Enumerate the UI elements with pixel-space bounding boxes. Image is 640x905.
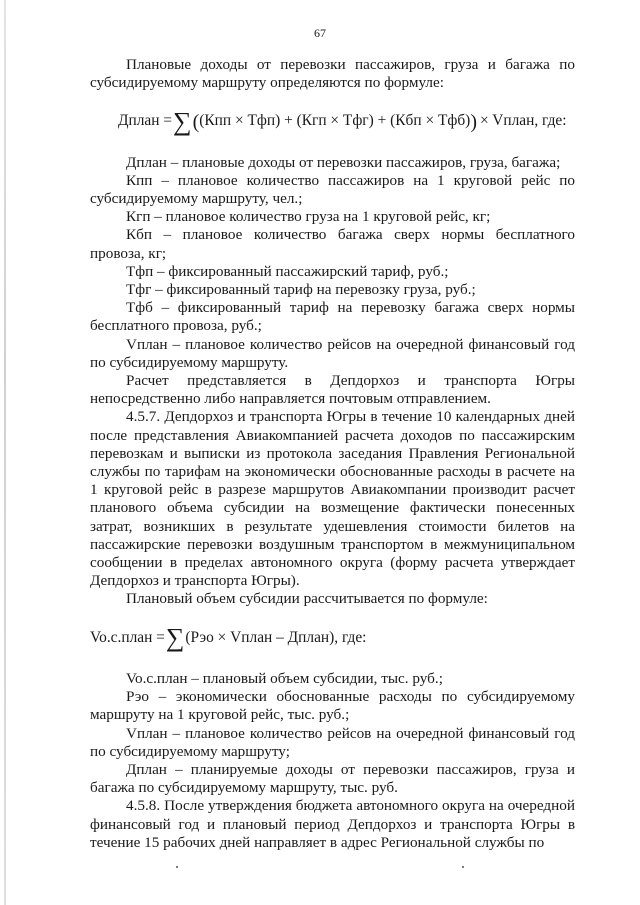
definition: Рэо – экономически обоснованные расходы по субсидируемому маршруту на 1 круговой рейс, тыс. руб.; (90, 688, 575, 724)
sum-symbol: ∑ (165, 622, 185, 652)
paragraph: 4.5.7. Депдорхоз и транспорта Югры в течение 10 календарных дней после представления Авиакомпанией расчета доходов по пассажирским перевозкам и выписки из протокола заседания Правления Региональной службы по тарифам на экономически обоснованные расходы в расчете на 1 круговой рейс в разрезе маршрутов Авиакомпании производит расчет планового объема субсидии на возмещение фактически понесенных затрат, возникших в результате удешевления стоимости билетов на пассажирские перевозки воздушным транспортом в межмуниципальном сообщении в пределах автономного округа (форму расчета утверждает Депдорхоз и транспорта Югры). (90, 408, 575, 590)
definition: Кпп – плановое количество пассажиров на 1 круговой рейс по субсидируемому маршруту, чел.; (90, 171, 575, 208)
formula-term-2: (Кгп × Тфг) (296, 112, 374, 130)
document-body (90, 56, 575, 852)
definition: Тфп – фиксированный пассажирский тариф, руб.; (126, 262, 449, 280)
income-formula (90, 106, 575, 136)
paragraph: Плановый объем субсидии рассчитывается по формуле: (126, 590, 488, 608)
paragraph: 4.5.8. После утверждения бюджета автономного округа на очередной финансовый год и плановый период Депдорхоз и транспорта Югры в течение 15 рабочих дней направляет в адрес Региональной службы по (90, 797, 575, 851)
definition: Кгп – плановое количество груза на 1 круговой рейс, кг; (126, 208, 491, 226)
definition: Vo.с.план – плановый объем субсидии, тыс. руб.; (126, 669, 443, 687)
sum-symbol: ∑ (173, 106, 192, 136)
paragraph: Расчет представляется в Депдорхоз и транспорта Югры непосредственно либо направляется почтовым отправлением. (90, 372, 575, 408)
definition: Дплан – плановые доходы от перевозки пассажиров, груза, багажа; (126, 153, 561, 171)
scan-speck (176, 866, 178, 868)
definition: Vплан – плановое количество рейсов на очередной финансовый год по субсидируемому маршруту. (90, 335, 575, 371)
plus-sign: + (280, 112, 297, 130)
definition: Vплан – плановое количество рейсов на очередной финансовый год по субсидируемому маршруту; (90, 724, 575, 760)
formula-body: (Рэо × Vплан – Дплан) (185, 628, 335, 646)
formula-lhs: Vo.с.план = (90, 628, 165, 646)
formula-lhs: Дплан = (118, 112, 173, 130)
paragraph: Плановые доходы от перевозки пассажиров, груза и багажа по субсидируемому маршруту определяются по формуле: (90, 56, 575, 92)
definition: Кбп – плановое количество багажа сверх нормы бесплатного провоза, кг; (90, 226, 575, 262)
formula-term-1: (Кпп × Тфп) (199, 112, 281, 130)
formula-term-3: (Кбп × Тфб) (390, 112, 471, 130)
paren-open: ( (192, 110, 200, 133)
scan-speck (462, 866, 464, 868)
subsidy-formula (90, 622, 575, 652)
scan-edge (4, 0, 6, 905)
formula-tail: , где: (334, 628, 367, 646)
paren-close: ) (470, 110, 477, 133)
formula-tail: × Vплан, где: (479, 112, 567, 130)
definition: Тфг – фиксированный тариф на перевозку груза, руб.; (126, 281, 476, 299)
definition: Тфб – фиксированный тариф на перевозку багажа сверх нормы бесплатного провоза, руб.; (90, 299, 575, 335)
page-number: 67 (314, 26, 326, 40)
definition: Дплан – планируемые доходы от перевозки пассажиров, груза и багажа по субсидируемому маршруту, тыс. руб. (90, 760, 575, 797)
plus-sign: + (373, 112, 391, 130)
